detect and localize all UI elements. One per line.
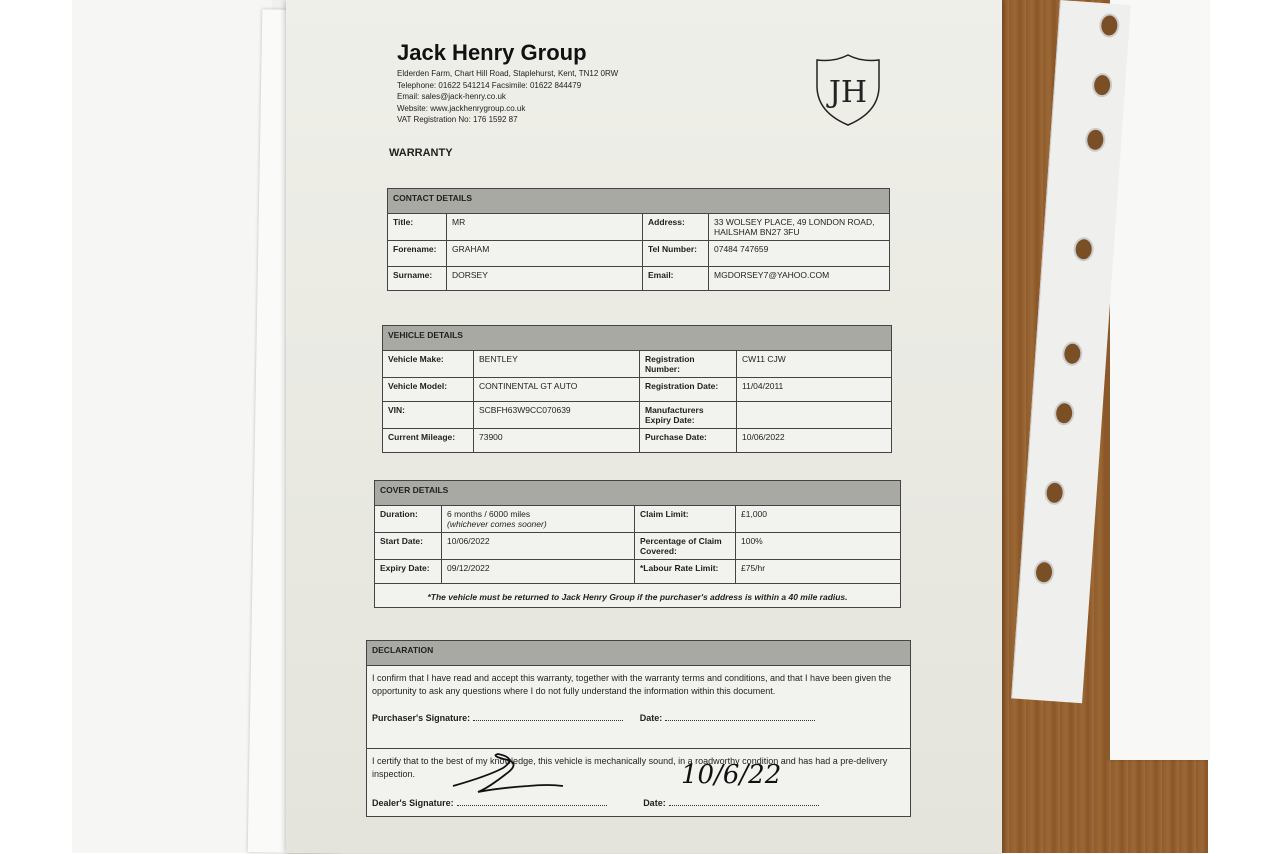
duration-label: Duration: xyxy=(375,506,442,533)
purchase-date-label: Purchase Date: xyxy=(640,429,737,453)
duration-value xyxy=(442,506,635,533)
dealer-date-label: Date: xyxy=(643,798,666,808)
forename-label: Forename: xyxy=(388,241,447,267)
shield-monogram-icon xyxy=(813,52,883,128)
claim-limit-label: Claim Limit: xyxy=(635,506,736,533)
section-heading: DECLARATION xyxy=(367,641,911,666)
company-vat: VAT Registration No: 176 1592 87 xyxy=(397,115,518,124)
make-value: BENTLEY xyxy=(474,351,640,378)
surname-label: Surname: xyxy=(388,267,447,291)
cover-details-table xyxy=(374,480,901,608)
background-right xyxy=(1208,0,1280,853)
document-title: WARRANTY xyxy=(389,147,453,159)
purchaser-declaration-text: I confirm that I have read and accept this warranty, together with the warranty terms and conditions, and that I have been given the opportunity to ask any questions where I do not fully understand the information within this document. xyxy=(372,673,892,696)
claim-percentage-label-line-1: Percentage of Claim xyxy=(640,536,722,546)
punch-hole xyxy=(1033,560,1055,585)
dealer-signature-label: Dealer's Signature: xyxy=(372,798,454,808)
duration-note: (whichever comes sooner) xyxy=(447,519,547,529)
purchaser-declaration xyxy=(367,666,911,749)
labour-rate-label: *Labour Rate Limit: xyxy=(635,560,736,584)
purchaser-signature-row xyxy=(372,712,905,725)
vin-label: VIN: xyxy=(383,402,474,429)
expiry-date-value: 09/12/2022 xyxy=(442,560,635,584)
claim-limit-value: £1,000 xyxy=(736,506,901,533)
contact-details-table xyxy=(387,188,890,291)
cover-note: *The vehicle must be returned to Jack Henry Group if the purchaser's address is within a 40 mile radius. xyxy=(375,584,901,608)
mileage-value: 73900 xyxy=(474,429,640,453)
punch-hole xyxy=(1091,72,1113,97)
claim-percentage-label xyxy=(635,533,736,560)
manufacturer-expiry-label xyxy=(640,402,737,429)
dealer-signature-scribble xyxy=(448,748,568,798)
address-line-2: HAILSHAM BN27 3FU xyxy=(714,227,800,237)
purchaser-date-line xyxy=(665,712,815,721)
dealer-signature-line xyxy=(457,797,607,806)
surname-value: DORSEY xyxy=(447,267,643,291)
registration-label-line-1: Registration xyxy=(645,354,695,364)
section-heading: CONTACT DETAILS xyxy=(388,189,890,214)
background-left xyxy=(0,0,72,853)
mileage-label: Current Mileage: xyxy=(383,429,474,453)
claim-percentage-label-line-2: Covered: xyxy=(640,546,677,556)
purchaser-signature-label: Purchaser's Signature: xyxy=(372,713,471,723)
title-value: MR xyxy=(447,214,643,241)
dealer-date-handwritten: 10/6/22 xyxy=(681,760,782,790)
address-line-1: 33 WOLSEY PLACE, 49 LONDON ROAD, xyxy=(714,217,875,227)
dealer-signature-row xyxy=(372,797,905,810)
claim-percentage-value: 100% xyxy=(736,533,901,560)
logo-monogram: JH xyxy=(828,75,868,110)
punch-hole xyxy=(1085,127,1107,152)
tel-label: Tel Number: xyxy=(643,241,709,267)
section-heading: COVER DETAILS xyxy=(375,481,901,506)
vin-value: SCBFH63W9CC070639 xyxy=(474,402,640,429)
purchase-date-value: 10/06/2022 xyxy=(737,429,892,453)
forename-value: GRAHAM xyxy=(447,241,643,267)
registration-date-label: Registration Date: xyxy=(640,378,737,402)
company-website: Website: www.jackhenrygroup.co.uk xyxy=(397,103,526,113)
address-value xyxy=(709,214,890,241)
model-value: CONTINENTAL GT AUTO xyxy=(474,378,640,402)
company-details xyxy=(397,68,618,126)
expiry-date-label: Expiry Date: xyxy=(375,560,442,584)
email-label: Email: xyxy=(643,267,709,291)
manufacturer-expiry-value xyxy=(737,402,892,429)
tel-value: 07484 747659 xyxy=(709,241,890,267)
model-label: Vehicle Model: xyxy=(383,378,474,402)
punch-hole xyxy=(1062,341,1084,366)
background-paper-right xyxy=(1110,0,1210,760)
purchaser-signature-line xyxy=(473,712,623,721)
dealer-date-line xyxy=(669,797,819,806)
punch-hole xyxy=(1044,480,1066,505)
background-paper-left xyxy=(72,0,272,853)
purchaser-date-label: Date: xyxy=(639,713,663,723)
manufacturer-expiry-label-line-1: Manufacturers xyxy=(645,405,704,415)
registration-label xyxy=(640,351,737,378)
duration-text: 6 months / 6000 miles xyxy=(447,509,531,519)
vehicle-details-table xyxy=(382,325,892,453)
company-address: Elderden Farm, Chart Hill Road, Staplehurst, Kent, TN12 0RW xyxy=(397,69,619,78)
title-label: Title: xyxy=(388,214,447,241)
start-date-label: Start Date: xyxy=(375,533,442,560)
company-phone: Telephone: 01622 541214 Facsimile: 01622 844479 xyxy=(397,80,582,90)
punch-hole xyxy=(1053,401,1075,426)
dealer-declaration-text: I certify that to the best of my knowledge, this vehicle is mechanically sound, in a roadworthy condition and has had a pre-delivery inspection. xyxy=(372,756,888,779)
start-date-value: 10/06/2022 xyxy=(442,533,635,560)
labour-rate-value: £75/hr xyxy=(736,560,901,584)
address-label: Address: xyxy=(643,214,709,241)
make-label: Vehicle Make: xyxy=(383,351,474,378)
manufacturer-expiry-label-line-2: Expiry Date: xyxy=(645,415,695,425)
section-heading: VEHICLE DETAILS xyxy=(383,326,892,351)
registration-label-line-2: Number: xyxy=(645,364,680,374)
registration-date-value: 11/04/2011 xyxy=(737,378,892,402)
punch-hole xyxy=(1099,13,1121,38)
punch-hole xyxy=(1073,237,1095,262)
company-email: Email: sales@jack-henry.co.uk xyxy=(397,92,506,101)
company-name: Jack Henry Group xyxy=(397,40,587,65)
registration-value: CW11 CJW xyxy=(737,351,892,378)
email-value: MGDORSEY7@YAHOO.COM xyxy=(709,267,890,291)
warranty-document xyxy=(286,0,1002,853)
